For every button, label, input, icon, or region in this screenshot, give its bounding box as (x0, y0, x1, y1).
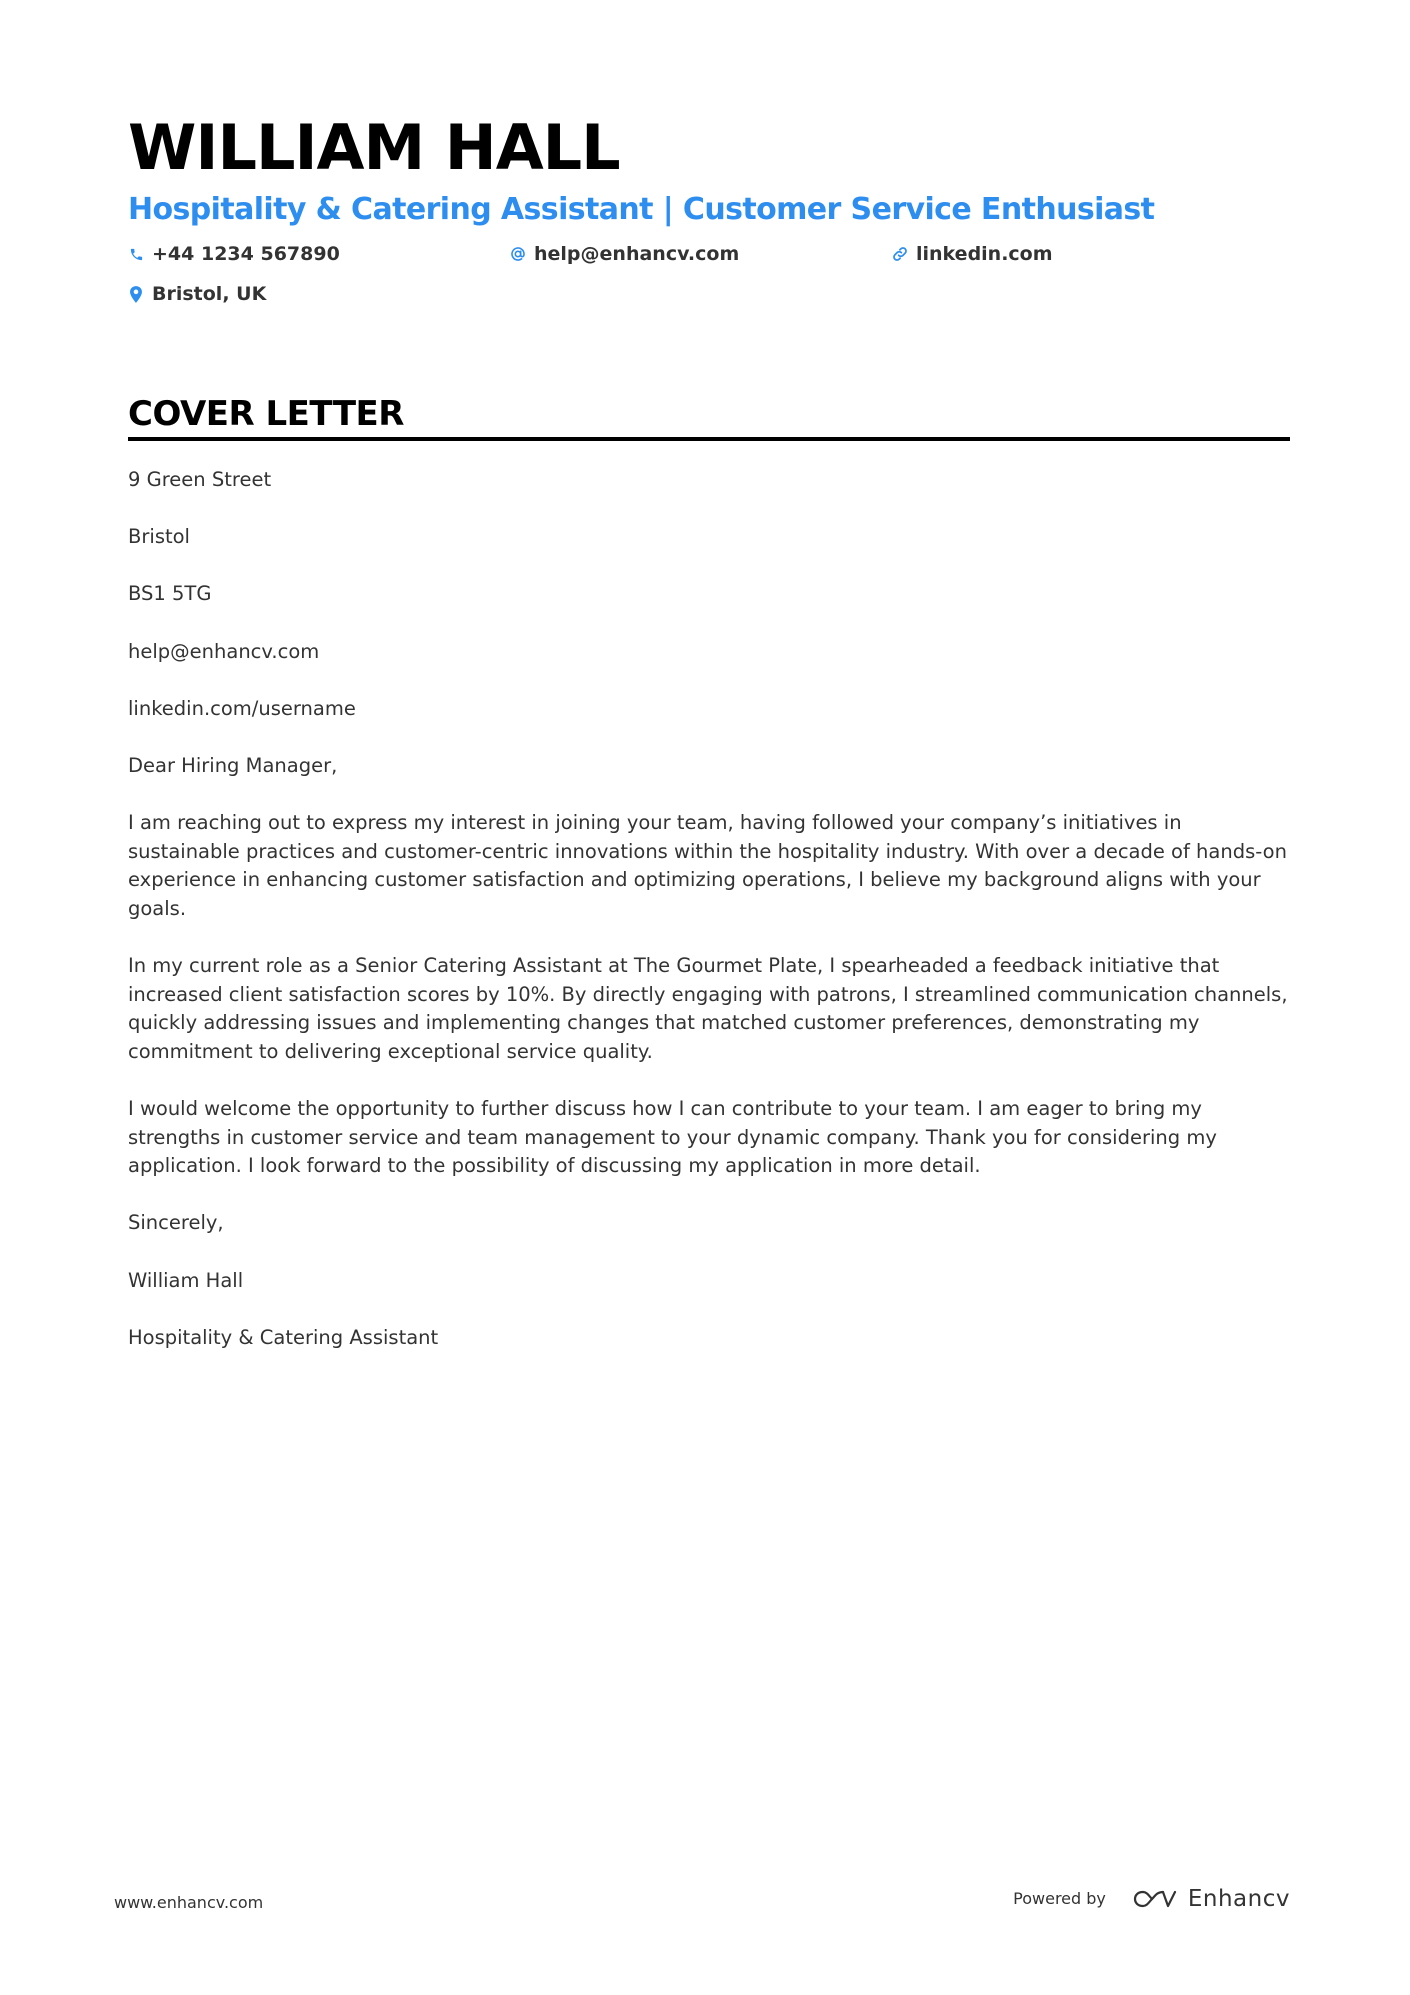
contact-location (128, 281, 266, 307)
closing: Sincerely, (128, 1211, 224, 1235)
candidate-name: WILLIAM HALL (128, 111, 620, 184)
email-value[interactable]: help@enhancv.com (534, 243, 740, 265)
signature-name: William Hall (128, 1268, 244, 1292)
section-title: COVER LETTER (128, 394, 404, 434)
body-paragraph: In my current role as a Senior Catering Assistant at The Gourmet Plate, I spearheaded a feedback initiative that increased client satisfaction scores by 10%. By directly engaging with patrons, I streamlined communication channels, quickly addressing issues and implementing changes that matched customer preferences, demonstrating my commitment to delivering exceptional service quality. (128, 954, 1288, 1063)
letter-linkedin[interactable]: linkedin.com/username (128, 696, 356, 720)
contact-phone (128, 241, 340, 267)
address-city: Bristol (128, 525, 190, 549)
brand-name: Enhancv (1187, 1886, 1290, 1912)
phone-icon (128, 246, 144, 262)
enhancv-logo-icon (1132, 1887, 1178, 1911)
phone-value[interactable]: +44 1234 567890 (152, 243, 340, 265)
body-paragraph: I am reaching out to express my interest in joining your team, having followed your company’s initiatives in sustainable practices and customer-centric innovations within the hospitality industry. With over a decade of hands-on experience in enhancing customer satisfaction and optimizing operations, I believe my background aligns with your goals. (128, 811, 1287, 920)
candidate-headline: Hospitality & Catering Assistant | Customer Service Enthusiast (128, 192, 1155, 227)
contact-linkedin (892, 241, 1053, 267)
letter-email[interactable]: help@enhancv.com (128, 639, 320, 663)
signature-title: Hospitality & Catering Assistant (128, 1325, 439, 1349)
location-pin-icon (128, 286, 144, 302)
linkedin-value[interactable]: linkedin.com (916, 243, 1053, 265)
body-paragraph: I would welcome the opportunity to further discuss how I can contribute to your team. I am eager to bring my strengths in customer service and team management to your dynamic company. Thank you for considering my application. I look forward to the possibility of discussing my application in more detail. (128, 1097, 1217, 1178)
at-icon (510, 246, 526, 262)
footer-website[interactable]: www.enhancv.com (114, 1893, 264, 1912)
location-value: Bristol, UK (152, 283, 267, 305)
link-icon (892, 246, 908, 262)
address-postcode: BS1 5TG (128, 582, 212, 606)
salutation: Dear Hiring Manager, (128, 753, 338, 777)
powered-by-label: Powered by (1013, 1889, 1106, 1908)
address-street: 9 Green Street (128, 468, 272, 491)
letter-body (128, 466, 1298, 1381)
footer-branding[interactable] (1013, 1884, 1290, 1914)
section-divider (128, 437, 1290, 441)
contact-email (510, 241, 739, 267)
